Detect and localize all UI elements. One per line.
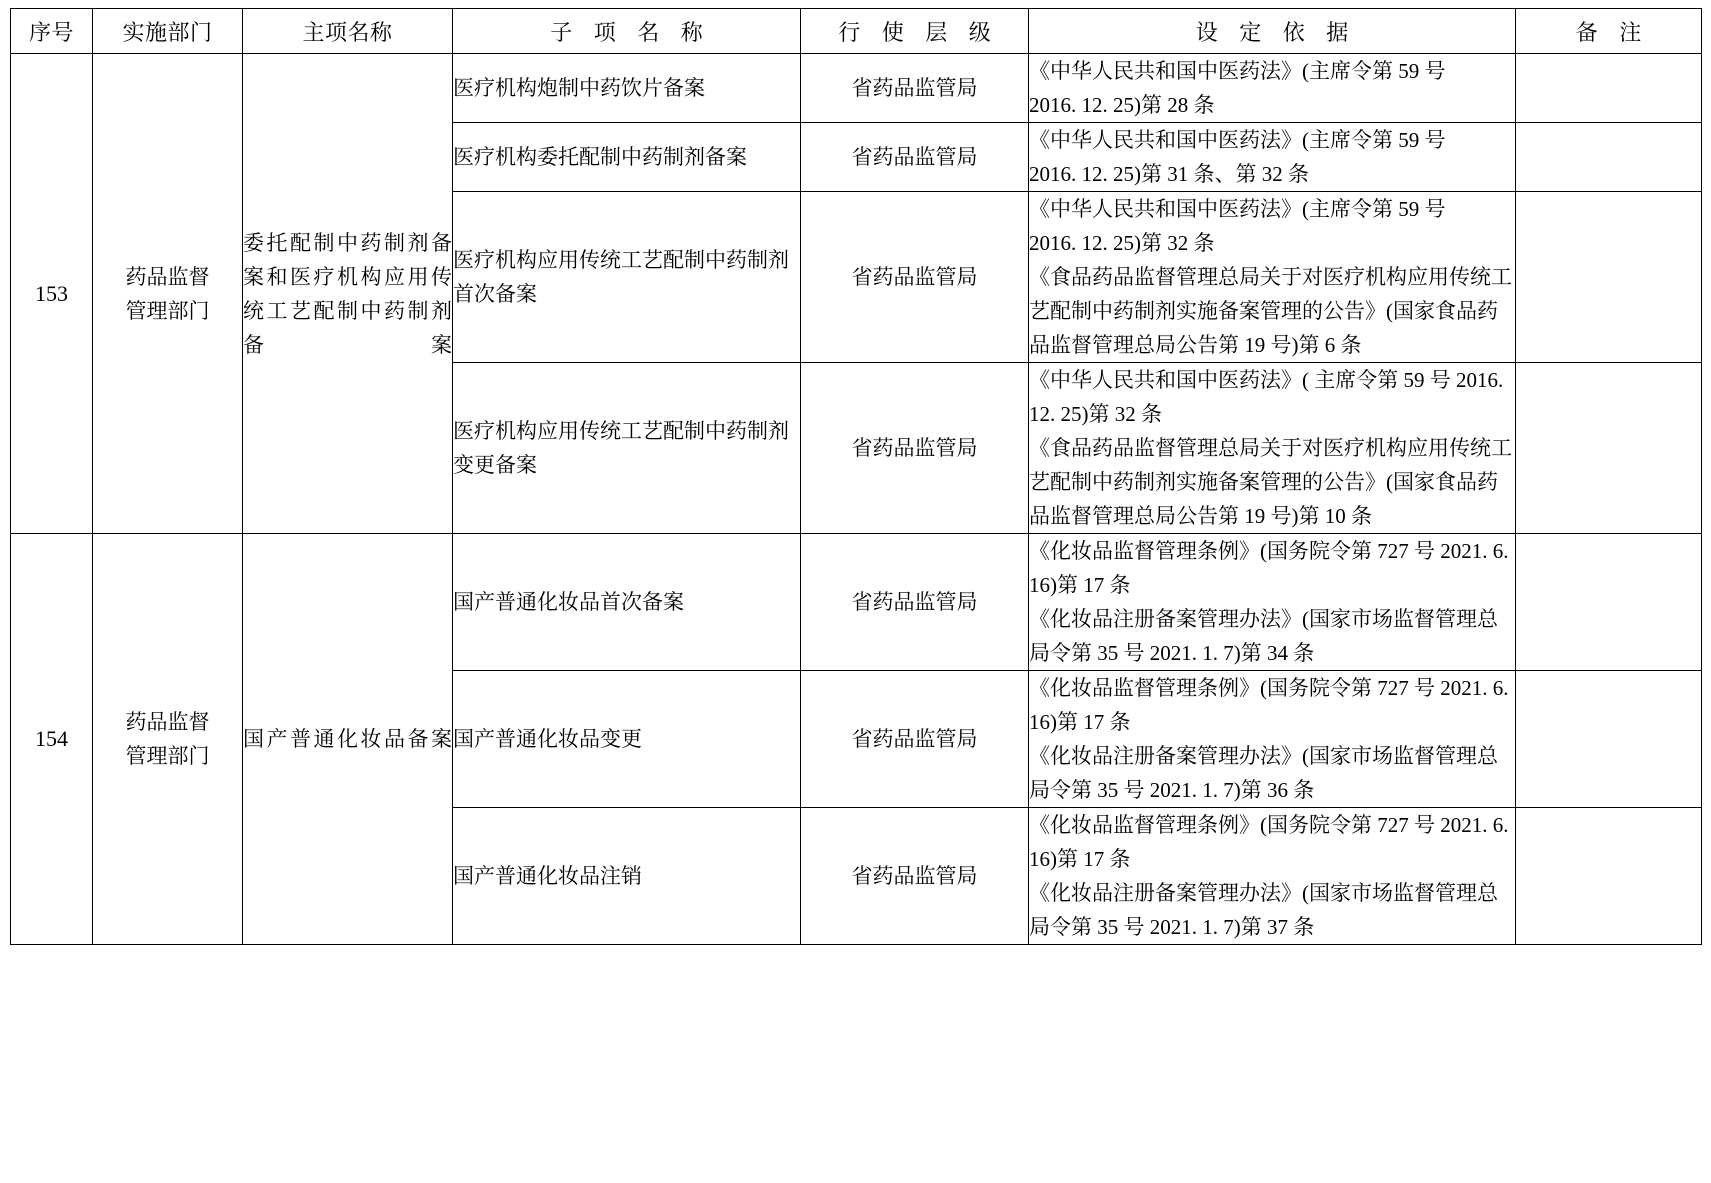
basis-line: 《食品药品监督管理总局关于对医疗机构应用传统工艺配制中药制剂实施备案管理的公告》(国家食品药品监督管理总局公告第 19 号)第 10 条 bbox=[1029, 436, 1512, 529]
cell-level: 省药品监管局 bbox=[801, 808, 1029, 945]
basis-line: 《中华人民共和国中医药法》(主席令第 59 号 bbox=[1029, 128, 1446, 153]
department-line-1: 药品监督 bbox=[125, 264, 210, 289]
cell-level: 省药品监管局 bbox=[801, 54, 1029, 123]
cell-basis bbox=[1029, 363, 1516, 534]
cell-sub-item: 医疗机构应用传统工艺配制中药制剂首次备案 bbox=[453, 192, 801, 363]
cell-level: 省药品监管局 bbox=[801, 123, 1029, 192]
basis-line: 2016. 12. 25)第 28 条 bbox=[1029, 93, 1215, 118]
cell-sub-item: 医疗机构炮制中药饮片备案 bbox=[453, 54, 801, 123]
cell-level: 省药品监管局 bbox=[801, 534, 1029, 671]
basis-line: 《化妆品注册备案管理办法》(国家市场监督管理总局令第 35 号 2021. 1. 7)第 34 条 bbox=[1029, 607, 1498, 666]
basis-line: 《中华人民共和国中医药法》( 主席令第 59 号 2016. 12. 25)第 32 条 bbox=[1029, 368, 1504, 427]
cell-sub-item: 医疗机构应用传统工艺配制中药制剂变更备案 bbox=[453, 363, 801, 534]
department-line-2: 管理部门 bbox=[125, 298, 210, 323]
cell-sequence: 153 bbox=[11, 54, 93, 534]
table-header bbox=[11, 9, 1702, 54]
basis-line: 《化妆品监督管理条例》(国务院令第 727 号 2021. 6. 16)第 17 条 bbox=[1029, 539, 1509, 598]
cell-department bbox=[93, 54, 243, 534]
basis-line: 《化妆品监督管理条例》(国务院令第 727 号 2021. 6. 16)第 17 条 bbox=[1029, 813, 1509, 872]
administrative-filing-table bbox=[10, 8, 1702, 945]
cell-sub-item: 国产普通化妆品注销 bbox=[453, 808, 801, 945]
cell-main-item: 委托配制中药制剂备案和医疗机构应用传统工艺配制中药制剂备案 bbox=[243, 54, 453, 534]
cell-level: 省药品监管局 bbox=[801, 192, 1029, 363]
department-line-2: 管理部门 bbox=[125, 744, 210, 769]
basis-line: 2016. 12. 25)第 32 条 bbox=[1029, 231, 1215, 256]
cell-remark bbox=[1516, 54, 1702, 123]
table-row bbox=[11, 54, 1702, 123]
column-header-basis: 设 定 依 据 bbox=[1029, 9, 1516, 54]
cell-remark bbox=[1516, 123, 1702, 192]
cell-remark bbox=[1516, 192, 1702, 363]
cell-sequence: 154 bbox=[11, 534, 93, 945]
cell-main-item: 国产普通化妆品备案 bbox=[243, 534, 453, 945]
table-body bbox=[11, 54, 1702, 945]
table-row bbox=[11, 534, 1702, 671]
basis-line: 2016. 12. 25)第 31 条、第 32 条 bbox=[1029, 162, 1309, 187]
cell-level: 省药品监管局 bbox=[801, 671, 1029, 808]
basis-line: 《食品药品监督管理总局关于对医疗机构应用传统工艺配制中药制剂实施备案管理的公告》(国家食品药品监督管理总局公告第 19 号)第 6 条 bbox=[1029, 265, 1512, 358]
cell-remark bbox=[1516, 534, 1702, 671]
basis-line: 《中华人民共和国中医药法》(主席令第 59 号 bbox=[1029, 59, 1446, 83]
column-header-sub-item: 子 项 名 称 bbox=[453, 9, 801, 54]
cell-basis bbox=[1029, 54, 1516, 123]
cell-basis bbox=[1029, 534, 1516, 671]
cell-basis bbox=[1029, 808, 1516, 945]
cell-sub-item: 国产普通化妆品首次备案 bbox=[453, 534, 801, 671]
cell-sub-item: 国产普通化妆品变更 bbox=[453, 671, 801, 808]
basis-line: 《化妆品监督管理条例》(国务院令第 727 号 2021. 6. 16)第 17 条 bbox=[1029, 676, 1509, 735]
cell-department bbox=[93, 534, 243, 945]
cell-remark bbox=[1516, 671, 1702, 808]
column-header-main-item: 主项名称 bbox=[243, 9, 453, 54]
cell-sub-item: 医疗机构委托配制中药制剂备案 bbox=[453, 123, 801, 192]
cell-remark bbox=[1516, 808, 1702, 945]
column-header-level: 行 使 层 级 bbox=[801, 9, 1029, 54]
department-line-1: 药品监督 bbox=[125, 710, 210, 735]
column-header-remark: 备 注 bbox=[1516, 9, 1702, 54]
column-header-sequence: 序号 bbox=[11, 9, 93, 54]
cell-basis bbox=[1029, 192, 1516, 363]
basis-line: 《化妆品注册备案管理办法》(国家市场监督管理总局令第 35 号 2021. 1. 7)第 36 条 bbox=[1029, 744, 1498, 803]
cell-basis bbox=[1029, 671, 1516, 808]
basis-line: 《中华人民共和国中医药法》(主席令第 59 号 bbox=[1029, 197, 1446, 222]
cell-remark bbox=[1516, 363, 1702, 534]
cell-basis bbox=[1029, 123, 1516, 192]
column-header-department: 实施部门 bbox=[93, 9, 243, 54]
table-header-row bbox=[11, 9, 1702, 54]
basis-line: 《化妆品注册备案管理办法》(国家市场监督管理总局令第 35 号 2021. 1. 7)第 37 条 bbox=[1029, 881, 1498, 940]
cell-level: 省药品监管局 bbox=[801, 363, 1029, 534]
